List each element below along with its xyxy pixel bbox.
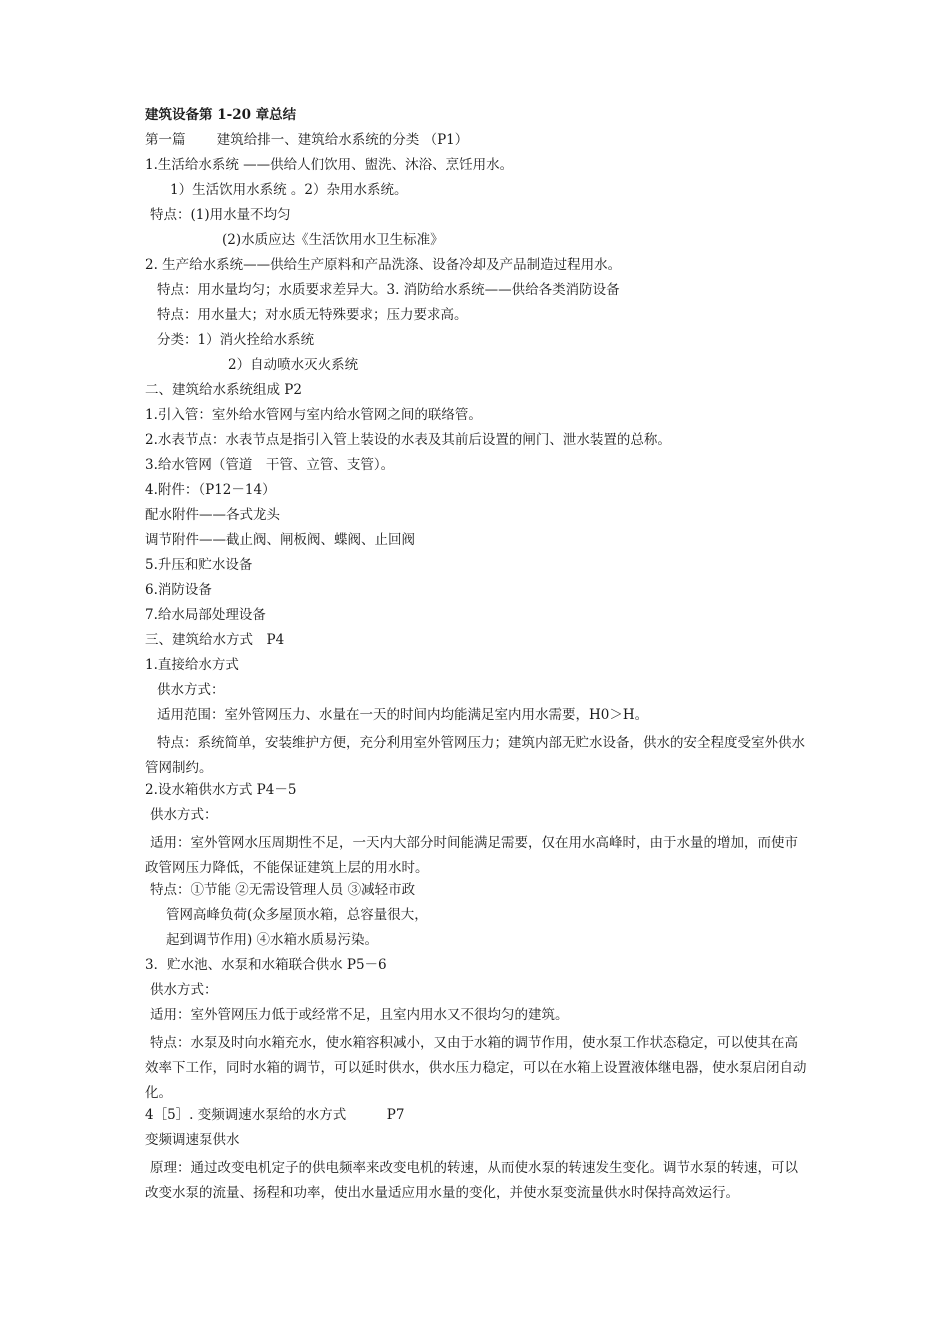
text-line: 2.设水箱供水方式 P4－5 <box>145 782 297 798</box>
section-heading: 二、建筑给水系统组成 P2 <box>145 382 302 398</box>
text-line: 1.引入管：室外给水管网与室内给水管网之间的联络管。 <box>145 407 482 423</box>
text-line: 1.生活给水系统 ——供给人们饮用、盥洗、沐浴、烹饪用水。 <box>145 157 514 173</box>
text-line: 6.消防设备 <box>145 582 212 598</box>
text-line: 5.升压和贮水设备 <box>145 557 253 573</box>
text-line: 变频调速泵供水 <box>145 1132 240 1148</box>
text-line: 调节附件——截止阀、闸板阀、蝶阀、止回阀 <box>145 532 415 548</box>
text-line: 特点：①节能 ②无需设管理人员 ③减轻市政 <box>150 882 416 898</box>
text-line: 第一篇 建筑给排一、建筑给水系统的分类 （P1） <box>145 132 469 148</box>
text-line: 3.给水管网（管道 干管、立管、支管）。 <box>145 457 395 473</box>
text-line: 管网高峰负荷(众多屋顶水箱，总容量很大， <box>166 907 428 923</box>
text-line: 供水方式： <box>150 807 218 823</box>
text-line: 4［5］. 变频调速水泵给的水方式 P7 <box>145 1107 405 1123</box>
text-line: 2）自动喷水灭火系统 <box>228 357 359 373</box>
text-line: 配水附件——各式龙头 <box>145 507 280 523</box>
text-line: 3．贮水池、水泵和水箱联合供水 P5－6 <box>145 957 387 973</box>
text-line: 供水方式： <box>157 682 225 698</box>
text-paragraph: 原理：通过改变电机定子的供电频率来改变电机的转速，从而使水泵的转速发生变化。调节水泵的转速，可以改变水泵的流量、扬程和功率，使出水量适应用水量的变化，并使水泵变流量供水时保持高效运行。 <box>145 1160 798 1201</box>
text-line: 起到调节作用) ④水箱水质易污染。 <box>166 932 379 948</box>
text-line: 适用：室外管网压力低于或经常不足，且室内用水又不很均匀的建筑。 <box>150 1007 569 1023</box>
section-heading: 三、建筑给水方式 P4 <box>145 632 285 648</box>
text-paragraph: 特点：系统简单，安装维护方便，充分利用室外管网压力；建筑内部无贮水设备，供水的安全程度受室外供水管网制约。 <box>145 735 805 776</box>
document-title: 建筑设备第 1-20 章总结 <box>145 107 297 123</box>
text-line: (2)水质应达《生活饮用水卫生标准》 <box>222 232 444 248</box>
text-line: 7.给水局部处理设备 <box>145 607 266 623</box>
text-line: 特点：用水量均匀；水质要求差异大。3. 消防给水系统——供给各类消防设备 <box>157 282 620 298</box>
text-line: 供水方式： <box>150 982 218 998</box>
text-line: 1.直接给水方式 <box>145 657 239 673</box>
text-paragraph: 适用：室外管网水压周期性不足，一天内大部分时间能满足需要，仅在用水高峰时，由于水量的增加，而使市政管网压力降低，不能保证建筑上层的用水时。 <box>145 835 798 876</box>
text-line: 特点：用水量大；对水质无特殊要求；压力要求高。 <box>157 307 468 323</box>
text-line: 2. 生产给水系统——供给生产原料和产品洗涤、设备冷却及产品制造过程用水。 <box>145 257 622 273</box>
text-paragraph: 特点：水泵及时向水箱充水，使水箱容积减小，又由于水箱的调节作用，使水泵工作状态稳定，可以使其在高效率下工作，同时水箱的调节，可以延时供水，供水压力稳定，可以在水箱上设置液体继电器，使水泵启闭自动化。 <box>145 1035 807 1101</box>
text-line: 1）生活饮用水系统 。2）杂用水系统。 <box>170 182 408 198</box>
text-line: 分类：1）消火拴给水系统 <box>157 332 315 348</box>
text-line: 适用范围：室外管网压力、水量在一天的时间内均能满足室内用水需要，H0＞H。 <box>157 707 649 723</box>
text-line: 2.水表节点：水表节点是指引入管上装设的水表及其前后设置的闸门、泄水装置的总称。 <box>145 432 671 448</box>
text-line: 4.附件：（P12－14） <box>145 482 276 498</box>
text-line: 特点：(1)用水量不均匀 <box>150 207 291 223</box>
